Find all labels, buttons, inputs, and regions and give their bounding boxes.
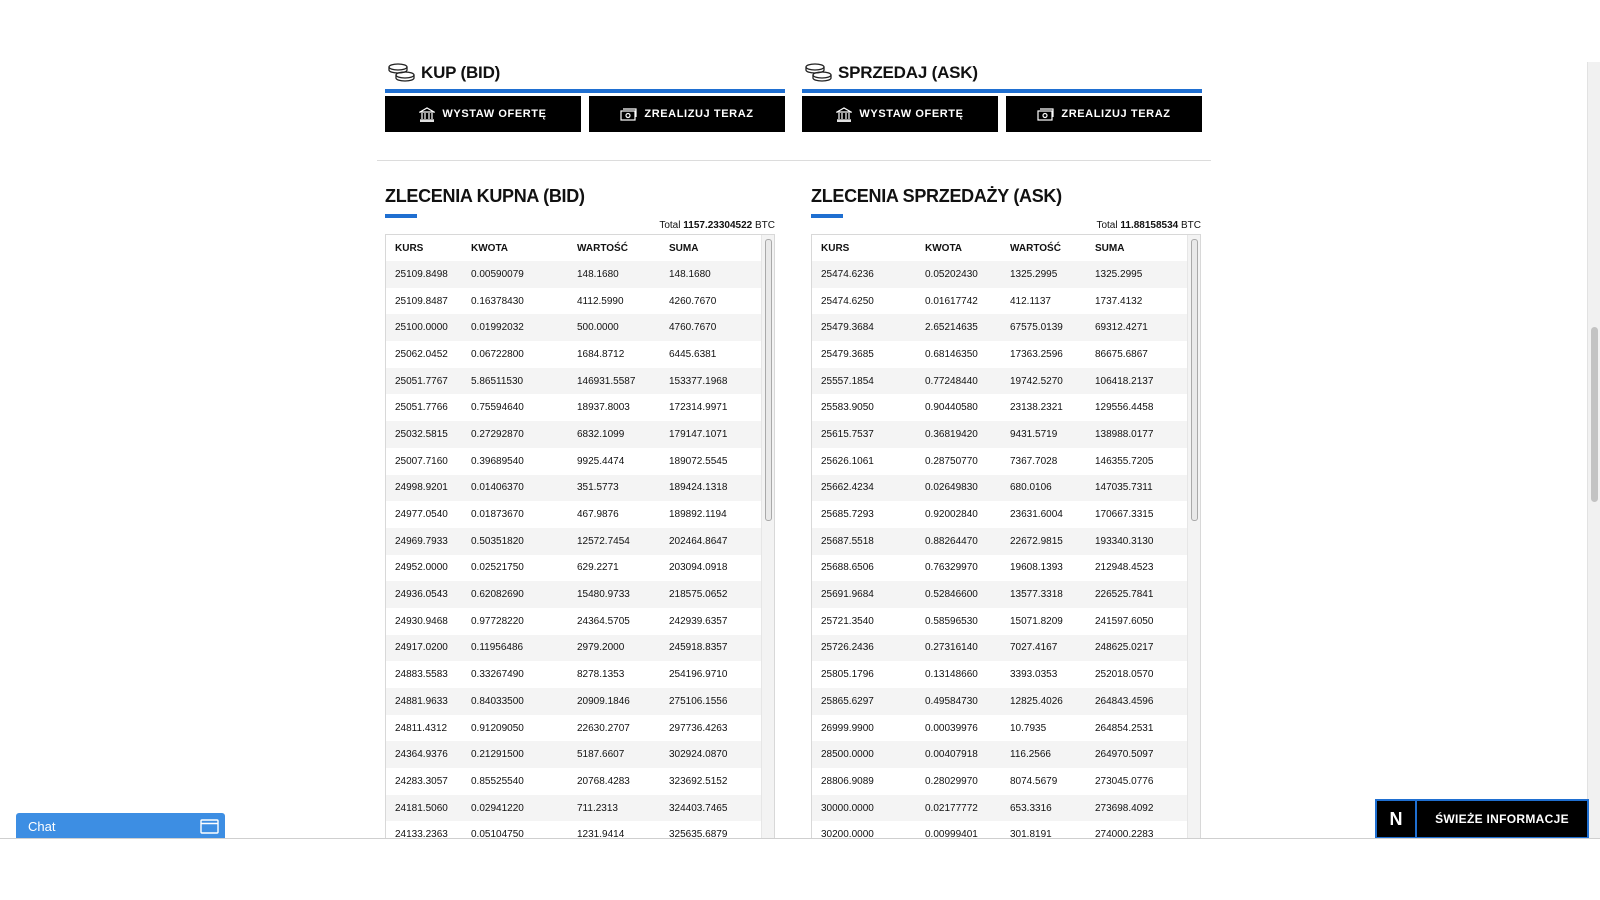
cell-kwota: 2.65214635 xyxy=(925,322,978,334)
table-row[interactable] xyxy=(812,288,1188,315)
cell-kwota: 0.27292870 xyxy=(471,428,524,440)
ask-book-title: ZLECENIA SPRZEDAŻY (ASK) xyxy=(811,186,1062,206)
cell-kurs: 25062.0452 xyxy=(395,348,448,360)
cell-wartosc: 653.3316 xyxy=(1010,802,1052,814)
table-row[interactable] xyxy=(386,821,762,838)
cell-kwota: 0.28750770 xyxy=(925,455,978,467)
cell-kurs: 24133.2363 xyxy=(395,829,448,838)
table-row[interactable] xyxy=(386,715,762,742)
cell-wartosc: 629.2271 xyxy=(577,562,619,574)
cell-kwota: 0.21291500 xyxy=(471,749,524,761)
ask-scrollbar-thumb[interactable] xyxy=(1191,239,1198,521)
table-row[interactable] xyxy=(386,261,762,288)
ask-orders-table[interactable] xyxy=(811,234,1201,838)
cell-kwota: 0.90440580 xyxy=(925,402,978,414)
cell-wartosc: 17363.2596 xyxy=(1010,348,1063,360)
cell-kwota: 0.16378430 xyxy=(471,295,524,307)
table-row[interactable] xyxy=(386,741,762,768)
cell-kwota: 0.85525540 xyxy=(471,775,524,787)
cell-suma: 170667.3315 xyxy=(1095,509,1154,521)
ask-header-suma[interactable]: SUMA xyxy=(1095,242,1125,254)
ask-total-unit: BTC xyxy=(1181,220,1201,231)
cell-kurs: 25557.1854 xyxy=(821,375,874,387)
cell-kwota: 0.76329970 xyxy=(925,562,978,574)
ask-order-book xyxy=(811,186,1201,838)
cell-suma: 264970.5097 xyxy=(1095,749,1154,761)
ask-total-label: Total xyxy=(1096,220,1118,231)
cell-kurs: 25626.1061 xyxy=(821,455,874,467)
table-row[interactable] xyxy=(386,288,762,315)
cell-suma: 4760.7670 xyxy=(669,322,717,334)
cell-wartosc: 19742.5270 xyxy=(1010,375,1063,387)
news-widget-button[interactable] xyxy=(1375,799,1589,838)
cell-suma: 254196.9710 xyxy=(669,669,728,681)
table-row[interactable] xyxy=(812,635,1188,662)
ask-trade-panel xyxy=(802,58,1202,132)
cell-kurs: 24930.9468 xyxy=(395,615,448,627)
cell-suma: 189424.1318 xyxy=(669,482,728,494)
cell-wartosc: 711.2313 xyxy=(577,802,618,814)
cell-wartosc: 2979.2000 xyxy=(577,642,625,654)
cell-kurs: 24977.0540 xyxy=(395,509,448,521)
cell-kurs: 24364.9376 xyxy=(395,749,448,761)
cell-suma: 4260.7670 xyxy=(669,295,717,307)
cell-kwota: 0.77248440 xyxy=(925,375,978,387)
cell-suma: 302924.0870 xyxy=(669,749,728,761)
table-row[interactable] xyxy=(386,528,762,555)
table-row[interactable] xyxy=(812,688,1188,715)
cell-kurs: 25007.7160 xyxy=(395,455,448,467)
cell-kwota: 5.86511530 xyxy=(471,375,524,387)
table-row[interactable] xyxy=(812,661,1188,688)
cell-kwota: 0.00590079 xyxy=(471,268,524,280)
cell-suma: 273698.4092 xyxy=(1095,802,1154,814)
table-row[interactable] xyxy=(812,821,1188,838)
cell-kwota: 0.91209050 xyxy=(471,722,524,734)
cell-wartosc: 8074.5679 xyxy=(1010,775,1058,787)
cell-wartosc: 467.9876 xyxy=(577,509,619,521)
table-row[interactable] xyxy=(812,261,1188,288)
window-icon xyxy=(200,819,219,834)
cell-kurs: 25583.9050 xyxy=(821,402,874,414)
table-row[interactable] xyxy=(812,368,1188,395)
bid-book-title: ZLECENIA KUPNA (BID) xyxy=(385,186,585,206)
bank-icon xyxy=(419,107,435,122)
cell-kurs: 24811.4312 xyxy=(395,722,448,734)
cell-suma: 226525.7841 xyxy=(1095,589,1154,601)
cell-kurs: 25688.6506 xyxy=(821,562,874,574)
ask-trade-title xyxy=(802,58,1202,88)
cell-wartosc: 7367.7028 xyxy=(1010,455,1058,467)
cell-wartosc: 1231.9414 xyxy=(577,829,625,838)
table-row[interactable] xyxy=(386,635,762,662)
cell-wartosc: 20909.1846 xyxy=(577,695,630,707)
cell-wartosc: 1325.2995 xyxy=(1010,268,1058,280)
bid-table-scrollbar[interactable] xyxy=(761,235,774,838)
cell-kurs: 30000.0000 xyxy=(821,802,874,814)
cell-kurs: 24283.3057 xyxy=(395,775,448,787)
cell-wartosc: 412.1137 xyxy=(1010,295,1051,307)
table-row[interactable] xyxy=(386,421,762,448)
chat-label: Chat xyxy=(28,818,56,834)
bid-total-label: Total xyxy=(659,220,681,231)
table-row[interactable] xyxy=(386,661,762,688)
cell-wartosc: 116.2566 xyxy=(1010,749,1051,761)
cell-kurs: 25726.2436 xyxy=(821,642,874,654)
table-row[interactable] xyxy=(386,475,762,502)
bid-header-kurs[interactable]: KURS xyxy=(395,242,424,254)
news-label: ŚWIEŻE INFORMACJE xyxy=(1435,812,1569,826)
cell-suma: 203094.0918 xyxy=(669,562,728,574)
table-row[interactable] xyxy=(812,448,1188,475)
cell-kurs: 24936.0543 xyxy=(395,589,448,601)
table-row[interactable] xyxy=(812,768,1188,795)
cell-kwota: 0.62082690 xyxy=(471,589,524,601)
table-row[interactable] xyxy=(386,394,762,421)
ask-instant-label: ZREALIZUJ TERAZ xyxy=(1061,108,1171,120)
cell-wartosc: 24364.5705 xyxy=(577,615,630,627)
cell-wartosc: 22672.9815 xyxy=(1010,535,1063,547)
cell-kurs: 24952.0000 xyxy=(395,562,448,574)
table-row[interactable] xyxy=(812,741,1188,768)
bid-place-offer-button[interactable] xyxy=(385,96,581,132)
cell-kurs: 28806.9089 xyxy=(821,775,874,787)
bid-instant-label: ZREALIZUJ TERAZ xyxy=(644,108,754,120)
cell-wartosc: 23631.6004 xyxy=(1010,509,1063,521)
cell-wartosc: 680.0106 xyxy=(1010,482,1052,494)
cell-kwota: 0.05104750 xyxy=(471,829,524,838)
cell-kwota: 0.52846600 xyxy=(925,589,978,601)
cell-kwota: 0.28029970 xyxy=(925,775,978,787)
cell-wartosc: 4112.5990 xyxy=(577,295,624,307)
table-row[interactable] xyxy=(386,555,762,582)
page-scrollbar-thumb[interactable] xyxy=(1591,327,1598,502)
table-row[interactable] xyxy=(812,341,1188,368)
cell-kwota: 0.36819420 xyxy=(925,428,978,440)
section-divider xyxy=(377,160,1211,161)
cell-kwota: 0.00407918 xyxy=(925,749,978,761)
cell-kwota: 0.84033500 xyxy=(471,695,524,707)
cell-suma: 218575.0652 xyxy=(669,589,728,601)
ask-place-offer-button[interactable] xyxy=(802,96,998,132)
cell-kwota: 0.88264470 xyxy=(925,535,978,547)
cell-kwota: 0.02177772 xyxy=(925,802,978,814)
cell-kwota: 0.02521750 xyxy=(471,562,524,574)
cell-kwota: 0.01617742 xyxy=(925,295,978,307)
cell-suma: 264854.2531 xyxy=(1095,722,1154,734)
chat-widget-button[interactable] xyxy=(16,813,225,838)
table-row[interactable] xyxy=(386,768,762,795)
ask-table-scrollbar[interactable] xyxy=(1187,235,1200,838)
cell-kurs: 28500.0000 xyxy=(821,749,874,761)
ask-trade-title-text: SPRZEDAJ (ASK) xyxy=(838,63,978,82)
cell-suma: 297736.4263 xyxy=(669,722,728,734)
ask-total-value: 11.88158534 xyxy=(1120,220,1179,231)
cell-kurs: 25615.7537 xyxy=(821,428,874,440)
cell-suma: 189072.5545 xyxy=(669,455,728,467)
table-row[interactable] xyxy=(812,528,1188,555)
cell-kurs: 24917.0200 xyxy=(395,642,448,654)
cell-kwota: 0.50351820 xyxy=(471,535,524,547)
cell-kwota: 0.49584730 xyxy=(925,695,978,707)
cell-suma: 325635.6879 xyxy=(669,829,728,838)
cell-suma: 86675.6867 xyxy=(1095,348,1148,360)
cell-kurs: 24883.5583 xyxy=(395,669,448,681)
bid-trade-underline xyxy=(385,89,785,93)
bid-order-book xyxy=(385,186,775,838)
cell-kurs: 24881.9633 xyxy=(395,695,448,707)
cell-kwota: 0.92002840 xyxy=(925,509,978,521)
ask-header-wartosc[interactable]: WARTOŚĆ xyxy=(1010,242,1061,254)
cell-kwota: 0.02941220 xyxy=(471,802,524,814)
cell-kurs: 25109.8487 xyxy=(395,295,448,307)
table-row[interactable] xyxy=(812,394,1188,421)
cell-suma: 153377.1968 xyxy=(669,375,728,387)
cell-kurs: 25805.1796 xyxy=(821,669,874,681)
cell-wartosc: 10.7935 xyxy=(1010,722,1047,734)
ask-header-kurs[interactable]: KURS xyxy=(821,242,850,254)
cell-wartosc: 146931.5587 xyxy=(577,375,636,387)
table-row[interactable] xyxy=(812,608,1188,635)
cell-kwota: 0.01406370 xyxy=(471,482,524,494)
cell-suma: 193340.3130 xyxy=(1095,535,1154,547)
ask-instant-button[interactable] xyxy=(1006,96,1202,132)
ask-header-kwota[interactable]: KWOTA xyxy=(925,242,963,254)
cell-kwota: 0.11956486 xyxy=(471,642,524,654)
cell-wartosc: 3393.0353 xyxy=(1010,669,1058,681)
cell-wartosc: 9925.4474 xyxy=(577,455,625,467)
cell-kurs: 25691.9684 xyxy=(821,589,874,601)
cell-kwota: 0.05202430 xyxy=(925,268,978,280)
cell-kwota: 0.00039976 xyxy=(925,722,978,734)
ask-trade-underline xyxy=(802,89,1202,93)
ask-place-offer-label: WYSTAW OFERTĘ xyxy=(859,108,964,120)
bid-total-value: 1157.23304522 xyxy=(683,220,753,231)
table-row[interactable] xyxy=(386,688,762,715)
table-row[interactable] xyxy=(386,608,762,635)
bid-scrollbar-thumb[interactable] xyxy=(765,239,772,521)
table-row[interactable] xyxy=(812,501,1188,528)
ask-book-total xyxy=(811,218,1201,234)
bid-trade-title xyxy=(385,58,785,88)
table-row[interactable] xyxy=(386,314,762,341)
cell-wartosc: 500.0000 xyxy=(577,322,619,334)
ask-table-header xyxy=(812,235,1188,261)
bid-book-total xyxy=(385,218,775,234)
cell-kurs: 25865.6297 xyxy=(821,695,874,707)
cell-suma: 106418.2137 xyxy=(1095,375,1154,387)
cell-wartosc: 23138.2321 xyxy=(1010,402,1063,414)
table-row[interactable] xyxy=(386,795,762,822)
cell-kwota: 0.01992032 xyxy=(471,322,524,334)
coins-icon xyxy=(387,62,417,84)
table-row[interactable] xyxy=(386,448,762,475)
cell-suma: 242939.6357 xyxy=(669,615,728,627)
cell-kurs: 25474.6250 xyxy=(821,295,874,307)
cell-suma: 202464.8647 xyxy=(669,535,728,547)
bid-trade-title-text: KUP (BID) xyxy=(421,63,501,82)
table-row[interactable] xyxy=(812,581,1188,608)
cell-kurs: 25051.7767 xyxy=(395,375,448,387)
cell-suma: 179147.1071 xyxy=(669,428,728,440)
cell-suma: 1325.2995 xyxy=(1095,268,1143,280)
table-row[interactable] xyxy=(386,368,762,395)
bid-table-body xyxy=(386,261,762,838)
cell-kurs: 25479.3684 xyxy=(821,322,874,334)
cell-wartosc: 12572.7454 xyxy=(577,535,630,547)
cell-kurs: 25721.3540 xyxy=(821,615,874,627)
cash-icon xyxy=(620,107,637,121)
cell-kwota: 0.06722800 xyxy=(471,348,524,360)
cell-wartosc: 13577.3318 xyxy=(1010,589,1063,601)
cell-suma: 129556.4458 xyxy=(1095,402,1154,414)
cell-suma: 148.1680 xyxy=(669,268,711,280)
coins-icon xyxy=(804,62,834,84)
table-row[interactable] xyxy=(812,314,1188,341)
cell-suma: 252018.0570 xyxy=(1095,669,1154,681)
cell-wartosc: 9431.5719 xyxy=(1010,428,1058,440)
cell-kurs: 24181.5060 xyxy=(395,802,448,814)
cell-kurs: 25479.3685 xyxy=(821,348,874,360)
cell-kwota: 0.33267490 xyxy=(471,669,524,681)
cell-kurs: 25662.4234 xyxy=(821,482,874,494)
cell-wartosc: 15071.8209 xyxy=(1010,615,1063,627)
cell-kurs: 25051.7766 xyxy=(395,402,448,414)
cell-kurs: 25687.5518 xyxy=(821,535,874,547)
table-row[interactable] xyxy=(812,795,1188,822)
bank-icon xyxy=(836,107,852,122)
cell-kwota: 0.00999401 xyxy=(925,829,978,838)
viewport-bottom-edge xyxy=(0,838,1600,839)
bid-header-kwota[interactable]: KWOTA xyxy=(471,242,509,254)
cell-kurs: 25109.8498 xyxy=(395,268,448,280)
cell-kurs: 25685.7293 xyxy=(821,509,874,521)
ask-table-body xyxy=(812,261,1188,838)
table-row[interactable] xyxy=(812,715,1188,742)
cell-suma: 273045.0776 xyxy=(1095,775,1154,787)
cell-wartosc: 12825.4026 xyxy=(1010,695,1063,707)
table-row[interactable] xyxy=(386,341,762,368)
cell-suma: 324403.7465 xyxy=(669,802,728,814)
bid-place-offer-label: WYSTAW OFERTĘ xyxy=(442,108,547,120)
cell-wartosc: 22630.2707 xyxy=(577,722,630,734)
news-logo: N xyxy=(1377,801,1417,837)
cell-kwota: 0.13148660 xyxy=(925,669,978,681)
cell-kwota: 0.97728220 xyxy=(471,615,524,627)
cell-suma: 138988.0177 xyxy=(1095,428,1154,440)
cell-wartosc: 301.8191 xyxy=(1010,829,1052,838)
cell-suma: 1737.4132 xyxy=(1095,295,1143,307)
cell-suma: 172314.9971 xyxy=(669,402,728,414)
cell-wartosc: 1684.8712 xyxy=(577,348,625,360)
cell-wartosc: 19608.1393 xyxy=(1010,562,1063,574)
cell-suma: 274000.2283 xyxy=(1095,829,1154,838)
cell-kwota: 0.02649830 xyxy=(925,482,978,494)
cell-kurs: 25474.6236 xyxy=(821,268,874,280)
cell-suma: 248625.0217 xyxy=(1095,642,1154,654)
cell-suma: 245918.8357 xyxy=(669,642,728,654)
cell-suma: 6445.6381 xyxy=(669,348,717,360)
cell-wartosc: 8278.1353 xyxy=(577,669,625,681)
cell-wartosc: 148.1680 xyxy=(577,268,619,280)
cell-wartosc: 67575.0139 xyxy=(1010,322,1063,334)
table-row[interactable] xyxy=(386,501,762,528)
page-scrollbar[interactable] xyxy=(1587,62,1600,838)
cell-wartosc: 7027.4167 xyxy=(1010,642,1058,654)
cell-wartosc: 18937.8003 xyxy=(577,402,630,414)
cell-wartosc: 20768.4283 xyxy=(577,775,630,787)
cell-kurs: 24998.9201 xyxy=(395,482,448,494)
cell-suma: 212948.4523 xyxy=(1095,562,1154,574)
cash-icon xyxy=(1037,107,1054,121)
table-row[interactable] xyxy=(812,421,1188,448)
bid-instant-button[interactable] xyxy=(589,96,785,132)
cell-suma: 147035.7311 xyxy=(1095,482,1153,494)
cell-kwota: 0.39689540 xyxy=(471,455,524,467)
cell-suma: 69312.4271 xyxy=(1095,322,1148,334)
cell-wartosc: 15480.9733 xyxy=(577,589,630,601)
cell-wartosc: 5187.6607 xyxy=(577,749,625,761)
cell-kurs: 25100.0000 xyxy=(395,322,448,334)
cell-kwota: 0.27316140 xyxy=(925,642,978,654)
cell-kwota: 0.58596530 xyxy=(925,615,978,627)
table-row[interactable] xyxy=(812,555,1188,582)
cell-wartosc: 6832.1099 xyxy=(577,428,625,440)
bid-trade-panel xyxy=(385,58,785,132)
cell-kwota: 0.68146350 xyxy=(925,348,978,360)
cell-kwota: 0.01873670 xyxy=(471,509,524,521)
cell-kurs: 26999.9900 xyxy=(821,722,874,734)
cell-suma: 241597.6050 xyxy=(1095,615,1154,627)
cell-suma: 146355.7205 xyxy=(1095,455,1154,467)
bid-table-header xyxy=(386,235,762,261)
cell-kurs: 30200.0000 xyxy=(821,829,874,838)
table-row[interactable] xyxy=(812,475,1188,502)
cell-kwota: 0.75594640 xyxy=(471,402,524,414)
table-row[interactable] xyxy=(386,581,762,608)
cell-suma: 189892.1194 xyxy=(669,509,727,521)
bid-header-wartosc[interactable]: WARTOŚĆ xyxy=(577,242,628,254)
bid-orders-table[interactable] xyxy=(385,234,775,838)
bid-total-unit: BTC xyxy=(755,220,775,231)
cell-kurs: 25032.5815 xyxy=(395,428,448,440)
cell-kurs: 24969.7933 xyxy=(395,535,448,547)
cell-suma: 323692.5152 xyxy=(669,775,728,787)
cell-suma: 275106.1556 xyxy=(669,695,728,707)
bid-header-suma[interactable]: SUMA xyxy=(669,242,699,254)
cell-wartosc: 351.5773 xyxy=(577,482,619,494)
cell-suma: 264843.4596 xyxy=(1095,695,1154,707)
